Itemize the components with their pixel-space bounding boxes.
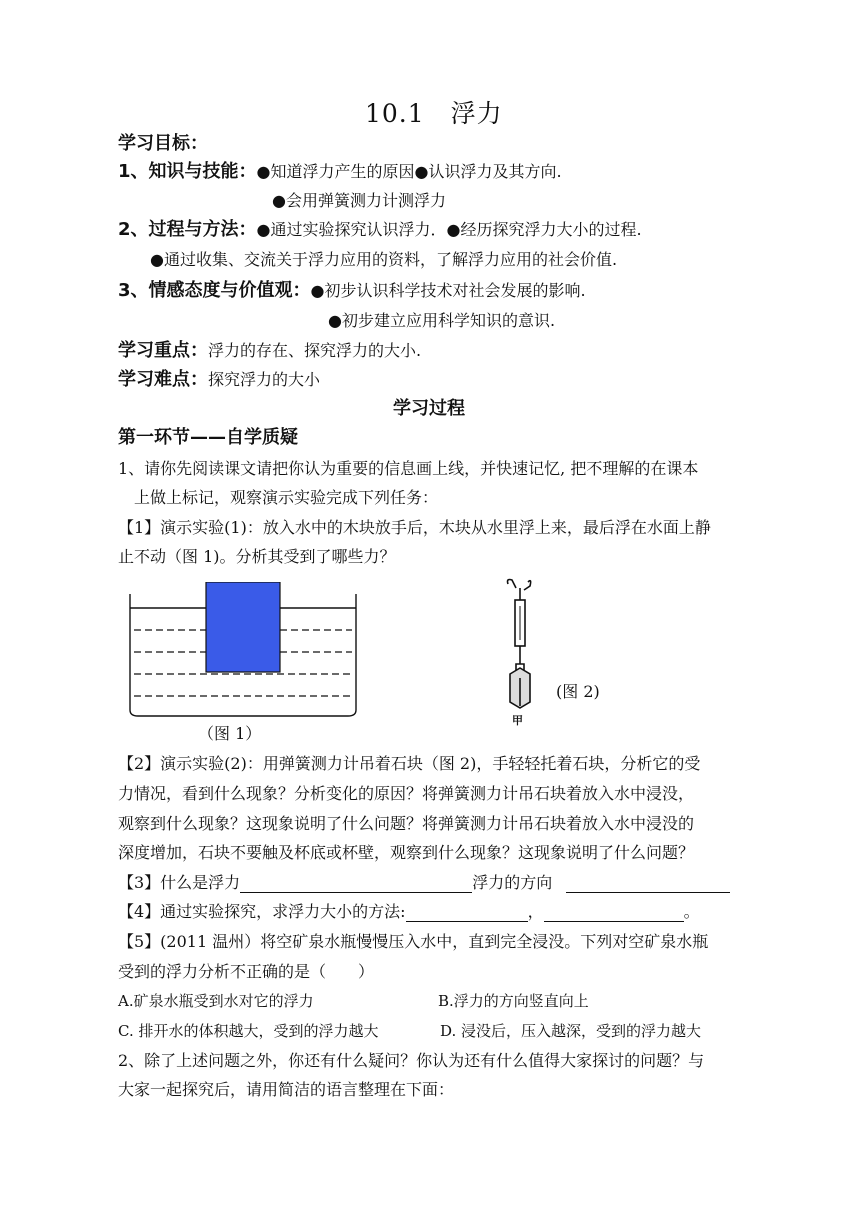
intro-line2: 上做上标记，观察演示实验完成下列任务：	[134, 488, 439, 507]
question1-line1: 【1】演示实验(1)：放入水中的木块放手后，木块从水里浮上来，最后浮在水面上静	[118, 518, 711, 537]
question4	[118, 902, 700, 922]
difficulty-point	[118, 370, 320, 390]
key-point	[118, 341, 421, 361]
option-a: A.矿泉水瓶受到水对它的浮力	[118, 992, 314, 1010]
answer-blank-method2[interactable]	[544, 905, 684, 922]
figure2-label: 甲	[512, 714, 523, 727]
key-point-text: 浮力的存在、探究浮力的大小.	[208, 341, 422, 360]
page-title: 10.1 浮力	[365, 99, 503, 128]
key-point-label: 学习重点：	[118, 340, 208, 361]
question2-line3: 观察到什么现象？这现象说明了什么问题？将弹簧测力计吊石块着放入水中浸没的	[118, 814, 695, 833]
question6-line2: 大家一起探究后，请用简洁的语言整理在下面：	[118, 1080, 455, 1099]
question1-line2: 止不动（图 1)。分析其受到了哪些力？	[118, 547, 396, 566]
figure2-spring-scale-diagram	[500, 578, 540, 728]
difficulty-point-label: 学习难点：	[118, 369, 208, 390]
objective-knowledge	[118, 162, 562, 182]
question3-prompt: 【3】什么是浮力	[118, 873, 241, 892]
question2-line1: 【2】演示实验(2)：用弹簧测力计吊着石块（图 2)，手轻轻托着石块，分析它的受	[118, 754, 701, 773]
question5-line2: 受到的浮力分析不正确的是（ ）	[118, 962, 375, 981]
question4-prompt: 【4】通过实验探究，求浮力大小的方法:	[118, 902, 406, 921]
question3-direction-prompt: 浮力的方向	[472, 873, 553, 892]
objective-process	[118, 220, 642, 240]
objective-emotion	[118, 281, 586, 301]
objective-emotion-label: 3、情感态度与价值观：	[118, 280, 311, 301]
difficulty-point-text: 探究浮力的大小	[208, 370, 321, 389]
objective-process-label: 2、过程与方法：	[118, 219, 257, 240]
answer-blank-definition[interactable]	[240, 876, 472, 893]
intro-line1: 1、请你先阅读课文请把你认为重要的信息画上线，并快速记忆, 把不理解的在课本	[118, 459, 699, 478]
question5-line1: 【5】(2011 温州）将空矿泉水瓶慢慢压入水中，直到完全浸没。下列对空矿泉水瓶	[118, 932, 709, 951]
question3	[118, 873, 730, 893]
wooden-block	[206, 582, 280, 672]
question6-line1: 2、除了上述问题之外，你还有什么疑问？你认为还有什么值得大家探讨的问题？与	[118, 1051, 705, 1070]
figure1-caption: （图 1）	[198, 724, 262, 743]
figure2-caption: (图 2)	[556, 682, 600, 701]
option-b: B.浮力的方向竖直向上	[438, 992, 589, 1010]
question4-end: 。	[683, 902, 700, 921]
answer-blank-direction[interactable]	[566, 876, 730, 893]
objective-process-line2: ●通过收集、交流关于浮力应用的资料，了解浮力应用的社会价值.	[150, 250, 618, 269]
question2-line4: 深度增加，石块不要触及杯底或杯壁，观察到什么现象？这现象说明了什么问题？	[118, 843, 695, 862]
option-d: D. 浸没后，压入越深，受到的浮力越大	[440, 1022, 702, 1040]
question4-separator: ，	[527, 902, 544, 921]
objective-knowledge-line2: ●会用弹簧测力计测浮力	[272, 191, 446, 210]
process-heading: 学习过程	[393, 398, 465, 419]
objectives-heading: 学习目标：	[118, 133, 208, 154]
answer-blank-method1[interactable]	[406, 905, 528, 922]
objective-knowledge-label: 1、知识与技能：	[118, 161, 257, 182]
objective-emotion-text: ●初步认识科学技术对社会发展的影响.	[310, 281, 586, 300]
objective-emotion-line2: ●初步建立应用科学知识的意识.	[328, 311, 556, 330]
section1-heading: 第一环节——自学质疑	[118, 427, 298, 448]
option-c: C. 排开水的体积越大，受到的浮力越大	[118, 1022, 379, 1040]
figure1-beaker-diagram	[126, 582, 360, 722]
objective-knowledge-text: ●知道浮力产生的原因●认识浮力及其方向.	[256, 162, 562, 181]
objective-process-text: ●通过实验探究认识浮力．●经历探究浮力大小的过程.	[256, 220, 642, 239]
question2-line2: 力情况，看到什么现象？分析变化的原因？将弹簧测力计吊石块着放入水中浸没，	[118, 784, 695, 803]
